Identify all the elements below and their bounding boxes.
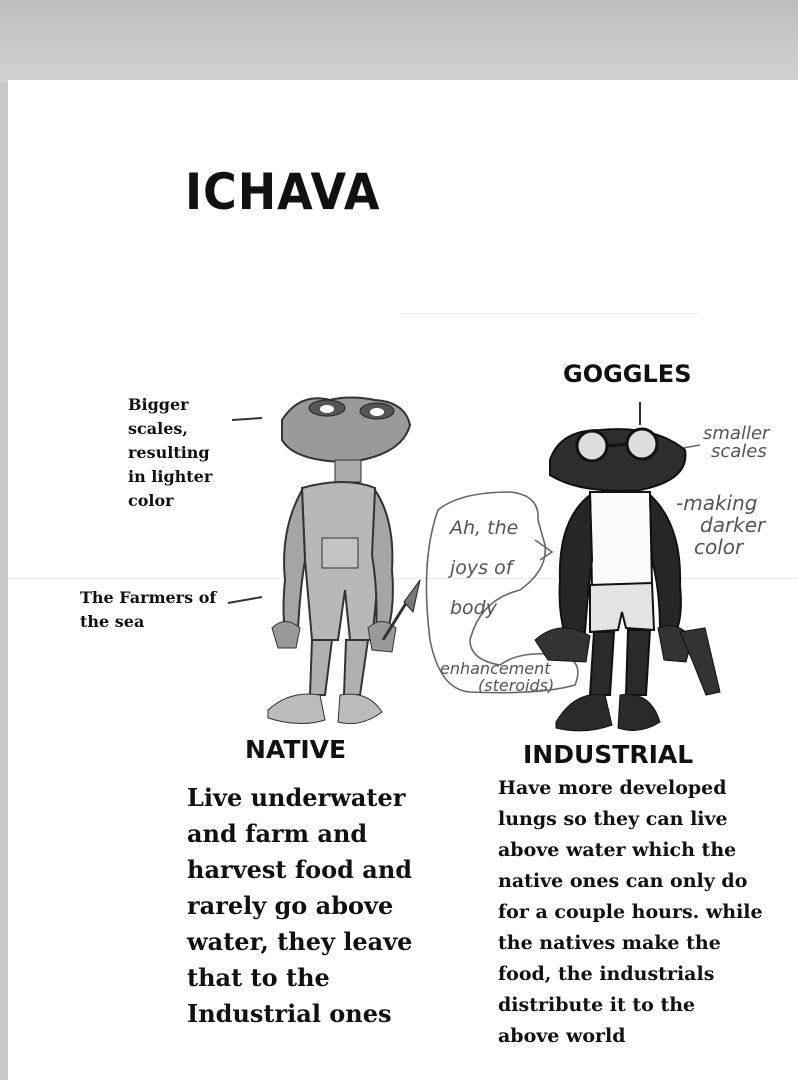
bubble-line: enhancement — [440, 659, 551, 678]
note-line: scales, — [128, 419, 188, 438]
description-line: native ones can only do — [498, 870, 748, 892]
bubble-line: joys of — [450, 557, 513, 579]
description-line: above world — [498, 1025, 626, 1047]
description-line: rarely go above — [187, 891, 394, 920]
description-line: for a couple hours. while — [498, 901, 763, 923]
description-line: harvest food and — [187, 855, 413, 884]
bubble-line: body — [450, 597, 497, 619]
note-line: The Farmers of — [80, 588, 217, 607]
note-line: the sea — [80, 612, 145, 631]
hand-line: darker — [700, 513, 766, 537]
bubble-line: (steroids) — [478, 676, 555, 695]
description-line: that to the — [187, 963, 330, 992]
smaller-scales-note — [703, 425, 769, 461]
bigger-scales-note — [128, 393, 212, 513]
industrial-description — [498, 773, 763, 1052]
note-line: resulting — [128, 443, 210, 462]
description-line: water, they leave — [187, 927, 413, 956]
hand-line: -making — [676, 491, 758, 515]
native-description — [187, 780, 412, 1032]
page-title: ICHAVA — [185, 163, 381, 221]
speech-bubble-enhancement — [440, 660, 554, 694]
industrial-label: INDUSTRIAL — [523, 740, 694, 769]
description-line: distribute it to the — [498, 994, 696, 1016]
bubble-line: Ah, the — [450, 517, 519, 539]
darker-color-note — [676, 492, 765, 558]
industrial-frog-drawing — [535, 429, 720, 731]
hand-line: scales — [711, 441, 767, 462]
native-frog-drawing — [268, 398, 420, 724]
note-line: Bigger — [128, 395, 189, 414]
note-line: in lighter — [128, 467, 213, 486]
description-line: Have more developed — [498, 777, 727, 799]
native-label: NATIVE — [245, 735, 347, 764]
speech-bubble-text — [450, 508, 518, 628]
description-line: above water which the — [498, 839, 737, 861]
goggles-label: GOGGLES — [563, 360, 692, 388]
description-line: lungs so they can live — [498, 808, 728, 830]
description-line: and farm and — [187, 819, 368, 848]
note-line: color — [128, 491, 174, 510]
description-line: food, the industrials — [498, 963, 715, 985]
farmers-note — [80, 586, 216, 634]
hand-line: smaller — [703, 423, 770, 444]
description-line: Live underwater — [187, 783, 406, 812]
description-line: the natives make the — [498, 932, 721, 954]
hand-line: color — [694, 535, 744, 559]
description-line: Industrial ones — [187, 999, 392, 1028]
